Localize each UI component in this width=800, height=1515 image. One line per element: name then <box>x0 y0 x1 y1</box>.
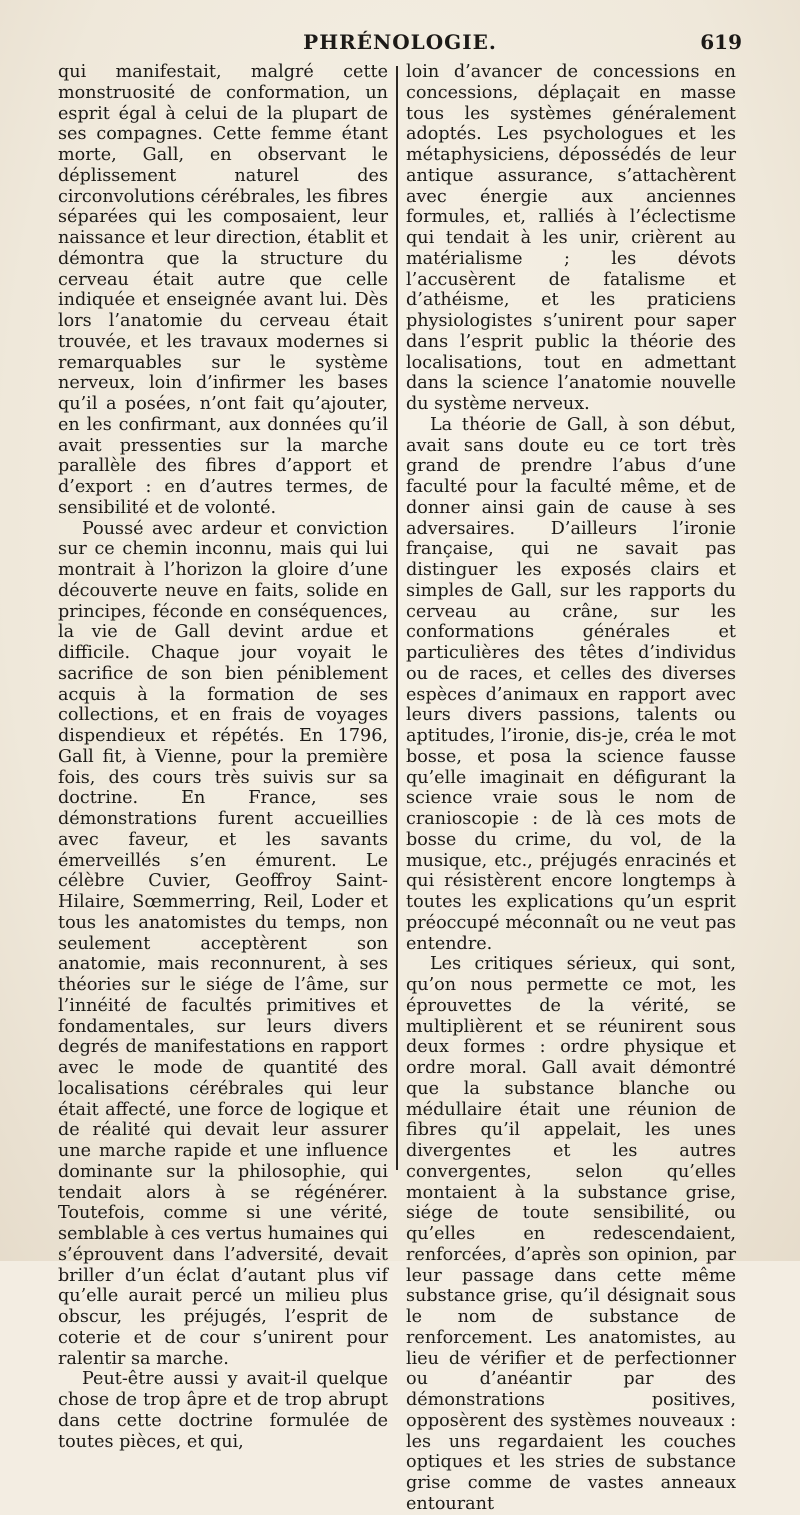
paragraph: Peut-être aussi y avait-il quelque chose de trop âpre et de trop abrupt dans cette doctrine formulée de toutes pièces, et qui, <box>58 1369 388 1452</box>
page-header <box>58 30 742 58</box>
paragraph: Les critiques sérieux, qui sont, qu’on nous permette ce mot, les éprouvettes de la vérité, se multiplièrent et se réunirent sous deux formes : ordre physique et ordre moral. Gall avait démontré que la substance blanche ou médullaire était une réunion de fibres qu’il appelait, les unes divergentes et les autres convergentes, selon qu’elles montaient à la substance grise, siége de toute sensibilité, ou qu’elles en redescendaient, renforcées, d’après son opinion, par leur passage dans cette même substance grise, qu’il désignait sous le nom de substance de renforcement. Les anatomistes, au lieu de vérifier et de perfectionner ou d’anéantir par des démonstrations positives, opposèrent des systèmes nouveaux : les uns regardaient les couches optiques et les stries de substance grise comme de vastes anneaux entourant <box>406 954 736 1514</box>
paragraph: Poussé avec ardeur et conviction sur ce chemin inconnu, mais qui lui montrait à l’horizon la gloire d’une découverte neuve en faits, solide en principes, féconde en conséquences, la vie de Gall devint ardue et difficile. Chaque jour voyait le sacrifice de son bien péniblement acquis à la formation de ses collections, et en frais de voyages dispendieux et répétés. En 1796, Gall fit, à Vienne, pour la première fois, des cours très suivis sur sa doctrine. En France, ses démonstrations furent accueillies avec faveur, et les savants émerveillés s’en émurent. Le célèbre Cuvier, Geoffroy Saint-Hilaire, Sœmmerring, Reil, Loder et tous les anatomistes du temps, non seulement acceptèrent son anatomie, mais reconnurent, à ses théories sur le siége de l’âme, sur l’innéité de facultés primitives et fondamentales, sur leurs divers degrés de manifestations en rapport avec le mode de quantité des localisations cérébrales qui leur était affecté, une force de logique et de réalité qui devait leur assurer une marche rapide et une influence dominante sur la philosophie, qui tendait alors à se régénérer. Toutefois, comme si une vérité, semblable à ces vertus humaines qui s’éprouvent dans l’adversité, devait briller d’un éclat d’autant plus vif qu’elle aurait percé un milieu plus obscur, les préjugés, l’esprit de coterie et de cour s’unirent pour ralentir sa marche. <box>58 518 388 1369</box>
page-number: 619 <box>700 30 742 54</box>
left-column <box>58 62 388 1452</box>
paragraph: qui manifestait, malgré cette monstruosité de conformation, un esprit égal à celui de la plupart de ses compagnes. Cette femme étant morte, Gall, en observant le déplissement naturel des circonvolutions cérébrales, les fibres séparées qui les composaient, leur naissance et leur direction, établit et démontra que la structure du cerveau était autre que celle indiquée et enseignée avant lui. Dès lors l’anatomie du cerveau était trouvée, et les travaux modernes si remarquables sur le système nerveux, loin d’infirmer les bases qu’il a posées, n’ont fait qu’ajouter, en les confirmant, aux données qu’il avait pressenties sur la marche parallèle des fibres d’apport et d’export : en d’autres termes, de sensibilité et de volonté. <box>58 62 388 518</box>
paragraph: loin d’avancer de concessions en concessions, déplaçait en masse tous les systèmes généralement adoptés. Les psychologues et les métaphysiciens, dépossédés de leur antique assurance, s’attachèrent avec énergie aux anciennes formules, et, ralliés à l’éclectisme qui tendait à les unir, crièrent au matérialisme ; les dévots l’accusèrent de fatalisme et d’athéisme, et les praticiens physiologistes s’unirent pour saper dans l’esprit public la théorie des localisations, tout en admettant dans la science l’anatomie nouvelle du système nerveux. <box>406 62 736 414</box>
right-column <box>406 62 736 1514</box>
running-title: PHRÉNOLOGIE. <box>303 30 497 54</box>
paragraph: La théorie de Gall, à son début, avait sans doute eu ce tort très grand de prendre l’abus d’une faculté pour la faculté même, et de donner ainsi gain de cause à ses adversaires. D’ailleurs l’ironie française, qui ne savait pas distinguer les exposés clairs et simples de Gall, sur les rapports du cerveau au crâne, sur les conformations générales et particulières des têtes d’individus ou de races, et celles des diverses espèces d’animaux en rapport avec leurs divers passions, talents ou aptitudes, l’ironie, dis-je, créa le mot bosse, et posa la science fausse qu’elle imaginait en défigurant la science vraie sous le nom de cranioscopie : de là ces mots de bosse du crime, du vol, de la musique, etc., préjugés enracinés et qui résistèrent encore longtemps à toutes les explications qu’un esprit préoccupé méconnaît ou ne veut pas entendre. <box>406 414 736 954</box>
column-divider <box>396 66 398 1170</box>
